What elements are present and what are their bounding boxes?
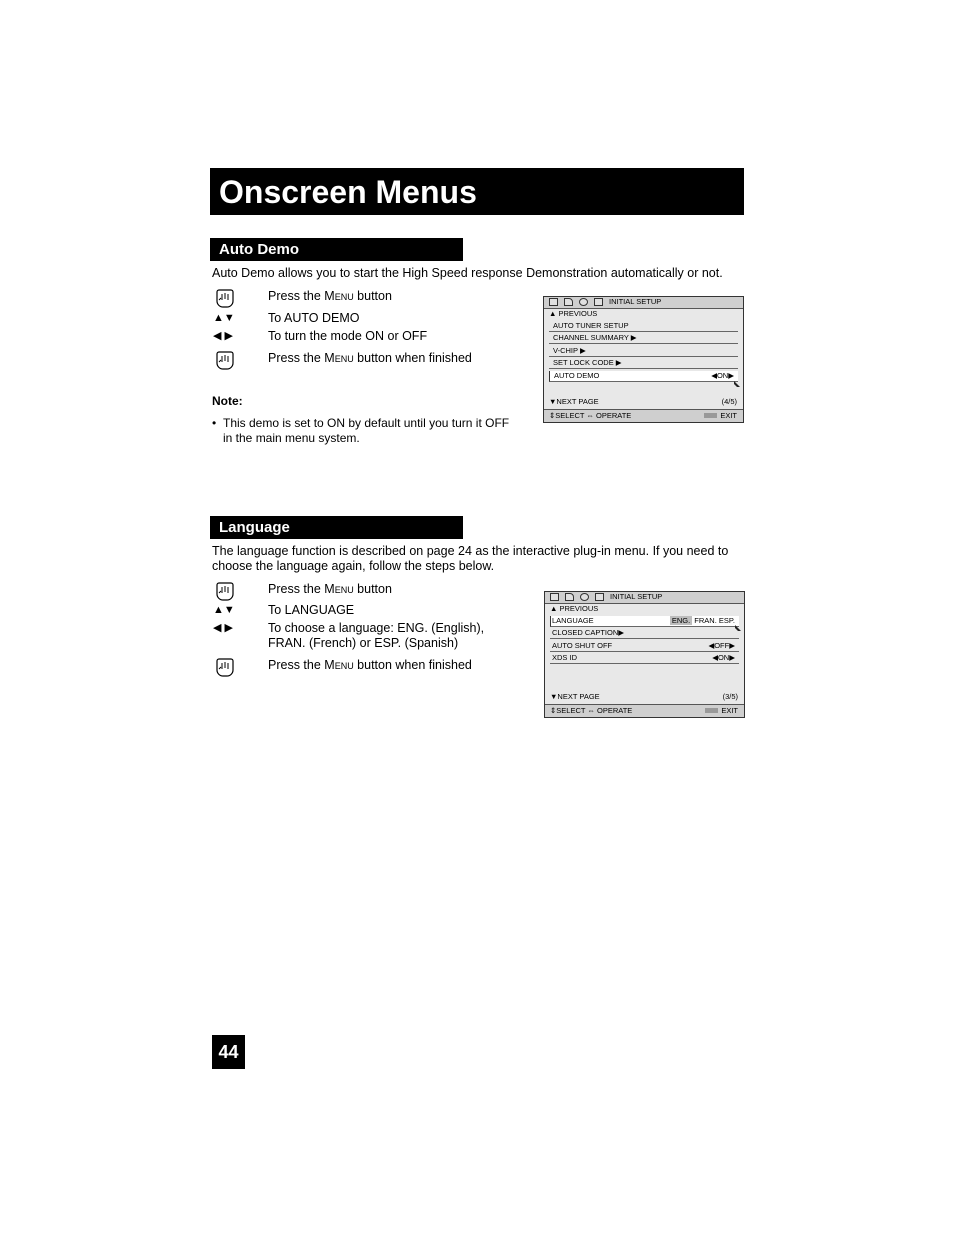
step-press-menu-finished: Press the Menu button when finished [268,658,472,672]
menu-row: XDS ID ◀ON▶ [550,653,739,664]
previous-item: ▲ PREVIOUS [550,604,599,613]
menu-row: CLOSED CAPTION▶ [550,628,739,639]
clock-tab-icon [580,593,589,601]
language-heading: Language [219,519,290,536]
menu-row: CHANNEL SUMMARY ▶ [549,333,738,344]
next-page-item: ▼NEXT PAGE [549,397,599,406]
language-menu-screen [544,591,745,718]
language-intro: The language function is described on page 24 as the interactive plug-in menu. If you need to choose the language again, follow the steps below. [212,544,729,573]
menu-tab-bar [545,592,744,604]
hand-press-icon [213,286,237,310]
cursor-icon [734,381,740,387]
language-option: ESP. [718,616,735,625]
clock-tab-icon [579,298,588,306]
lock-tab-icon [594,298,603,306]
left-right-arrows-icon: ◀ ▶ [213,330,233,342]
left-right-arrows-icon: ◀ ▶ [213,622,233,634]
language-heading-bar [210,516,463,539]
auto-demo-intro: Auto Demo allows you to start the High Speed response Demonstration automatically or not. [212,266,723,280]
menu-row-selected: AUTO DEMO ◀ON▶ [549,371,738,382]
page-indicator: (4/5) [721,397,737,406]
up-down-arrows-icon: ▲▼ [213,604,235,616]
language-option-selected: ENG. [671,616,691,625]
menu-row: SET LOCK CODE ▶ [549,358,738,369]
next-page-item: ▼NEXT PAGE [550,692,600,701]
hand-press-icon [213,348,237,372]
auto-demo-menu-screen [543,296,744,423]
menu-tab-icon [550,593,559,601]
menu-row-selected: LANGUAGE ENG. FRAN. ESP. [550,616,739,627]
page-number: 44 [218,1042,239,1062]
previous-item: ▲ PREVIOUS [549,309,598,318]
step-press-menu-finished: Press the Menu button when finished [268,351,472,365]
menu-tab-icon [549,298,558,306]
step-choose-language: To choose a language: ENG. (English), FRAN. (French) or ESP. (Spanish) [268,621,485,650]
page-title-bar [210,168,744,215]
language-options [670,616,735,626]
step-press-menu: Press the Menu button [268,289,392,303]
menu-row: V-CHIP ▶ [549,346,738,357]
menu-row: AUTO SHUT OFF ◀OFF▶ [550,641,739,652]
page-title: Onscreen Menus [219,174,477,210]
language-option: FRAN. [694,616,717,625]
step-to-language: To LANGUAGE [268,603,355,617]
menu-footer: ⇕SELECT ⇔ OPERATE EXIT [545,704,744,717]
menu-row: AUTO TUNER SETUP [549,321,738,332]
menu-button-icon [704,413,717,418]
auto-demo-heading: Auto Demo [219,241,299,258]
menu-header: INITIAL SETUP [610,592,663,601]
menu-header: INITIAL SETUP [609,297,662,306]
hand-press-icon [213,579,237,603]
up-down-arrows-icon: ▲▼ [213,312,235,324]
note-text: This demo is set to ON by default until you turn it OFF in the main menu system. [223,416,510,445]
bullet: • [212,416,217,430]
note-title: Note: [212,394,243,408]
auto-demo-heading-bar [210,238,463,261]
picture-tab-icon [565,593,574,601]
hand-press-icon [213,655,237,679]
step-turn-mode: To turn the mode ON or OFF [268,329,428,343]
lock-tab-icon [595,593,604,601]
menu-tab-bar [544,297,743,309]
menu-footer: ⇕SELECT ⇔ OPERATE EXIT [544,409,743,422]
step-press-menu: Press the Menu button [268,582,392,596]
picture-tab-icon [564,298,573,306]
menu-button-icon [705,708,718,713]
page-indicator: (3/5) [722,692,738,701]
page-number-box [212,1035,245,1069]
step-to-auto-demo: To AUTO DEMO [268,311,360,325]
